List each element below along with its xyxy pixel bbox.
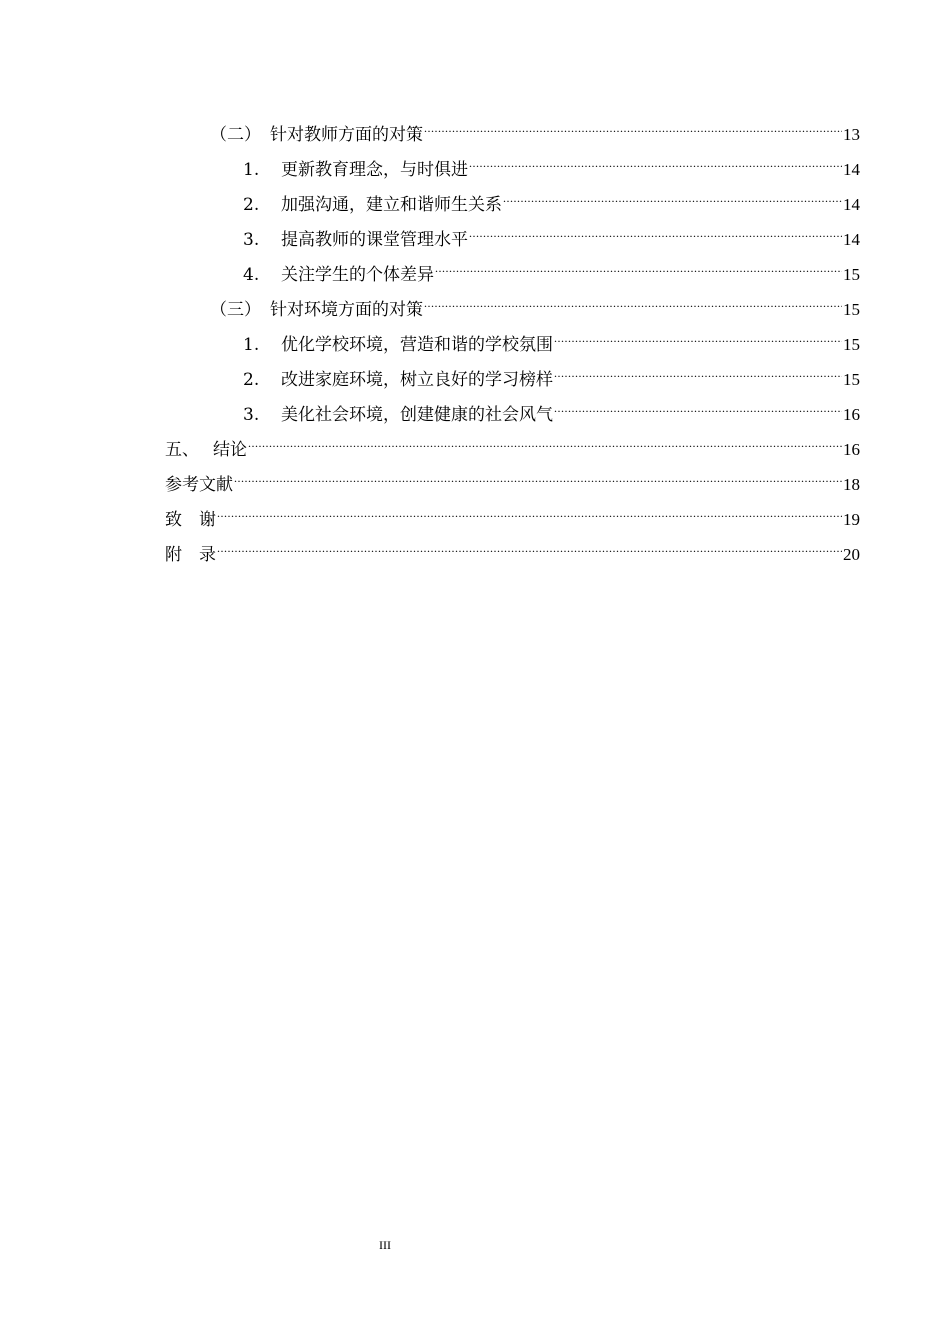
toc-entry-number: 3. (243, 405, 260, 425)
toc-entry-page: 15 (843, 370, 860, 389)
toc-entry-title: 优化学校环境，营造和谐的学校氛围 (281, 335, 553, 355)
toc-dot-leader (503, 180, 842, 210)
toc-entry[interactable] (0, 495, 860, 530)
toc-dot-leader (248, 425, 842, 455)
toc-entry-number: 五、 (165, 440, 199, 460)
toc-entry-title: 参考文献 (165, 475, 233, 495)
toc-entry-title: 致 谢 (165, 510, 216, 530)
toc-entry-title: 加强沟通，建立和谐师生关系 (281, 195, 502, 215)
toc-entry-page: 14 (843, 160, 860, 179)
toc-entry-number: 2. (243, 195, 260, 215)
toc-entry[interactable] (0, 530, 860, 565)
toc-entry-title: 针对环境方面的对策 (270, 300, 423, 320)
toc-entry-page: 15 (843, 335, 860, 354)
toc-dot-leader (554, 390, 842, 420)
toc-entry-number: 1. (243, 335, 260, 355)
toc-entry-title: 附 录 (165, 545, 216, 565)
toc-entry-number: （三） (210, 300, 261, 320)
toc-entry-title: 结论 (213, 440, 247, 460)
toc-entry[interactable] (0, 145, 860, 180)
toc-entry[interactable] (0, 425, 860, 460)
toc-entry-title: 针对教师方面的对策 (270, 125, 423, 145)
toc-dot-leader (217, 530, 842, 560)
toc-entry[interactable] (0, 180, 860, 215)
toc-entry-number: 1. (243, 160, 260, 180)
toc-entry-page: 18 (843, 475, 860, 494)
toc-entry-page: 19 (843, 510, 860, 529)
toc-entry-number: 4. (243, 265, 260, 285)
toc-entry[interactable] (0, 320, 860, 355)
toc-entry-page: 15 (843, 300, 860, 319)
toc-dot-leader (469, 215, 842, 245)
toc-entry-title: 更新教育理念，与时俱进 (281, 160, 468, 180)
toc-dot-leader (435, 250, 842, 280)
toc-entry-title: 提高教师的课堂管理水平 (281, 230, 468, 250)
toc-entry[interactable] (0, 110, 860, 145)
toc-entry-page: 16 (843, 440, 860, 459)
toc-entry-page: 16 (843, 405, 860, 424)
toc-entry-number: （二） (210, 125, 261, 145)
toc-entry[interactable] (0, 460, 860, 495)
toc-entry[interactable] (0, 390, 860, 425)
toc-dot-leader (424, 285, 842, 315)
toc-entry-page: 14 (843, 230, 860, 249)
toc-dot-leader (554, 320, 842, 350)
toc-entry-page: 20 (843, 545, 860, 564)
toc-entry[interactable] (0, 355, 860, 390)
toc-entry-page: 13 (843, 125, 860, 144)
toc-entry[interactable] (0, 215, 860, 250)
page-number: III (379, 1238, 391, 1252)
toc-entry-title: 美化社会环境，创建健康的社会风气 (281, 405, 553, 425)
toc-entry[interactable] (0, 285, 860, 320)
toc-entry-number: 3. (243, 230, 260, 250)
toc-entry-number: 2. (243, 370, 260, 390)
toc-entry-title: 改进家庭环境，树立良好的学习榜样 (281, 370, 553, 390)
toc-entry-page: 15 (843, 265, 860, 284)
toc-entry-title: 关注学生的个体差异 (281, 265, 434, 285)
toc-dot-leader (217, 495, 842, 525)
toc-entry[interactable] (0, 250, 860, 285)
toc-entry-page: 14 (843, 195, 860, 214)
toc-dot-leader (424, 110, 842, 140)
toc-dot-leader (554, 355, 842, 385)
toc-dot-leader (469, 145, 842, 175)
toc-dot-leader (234, 460, 842, 490)
